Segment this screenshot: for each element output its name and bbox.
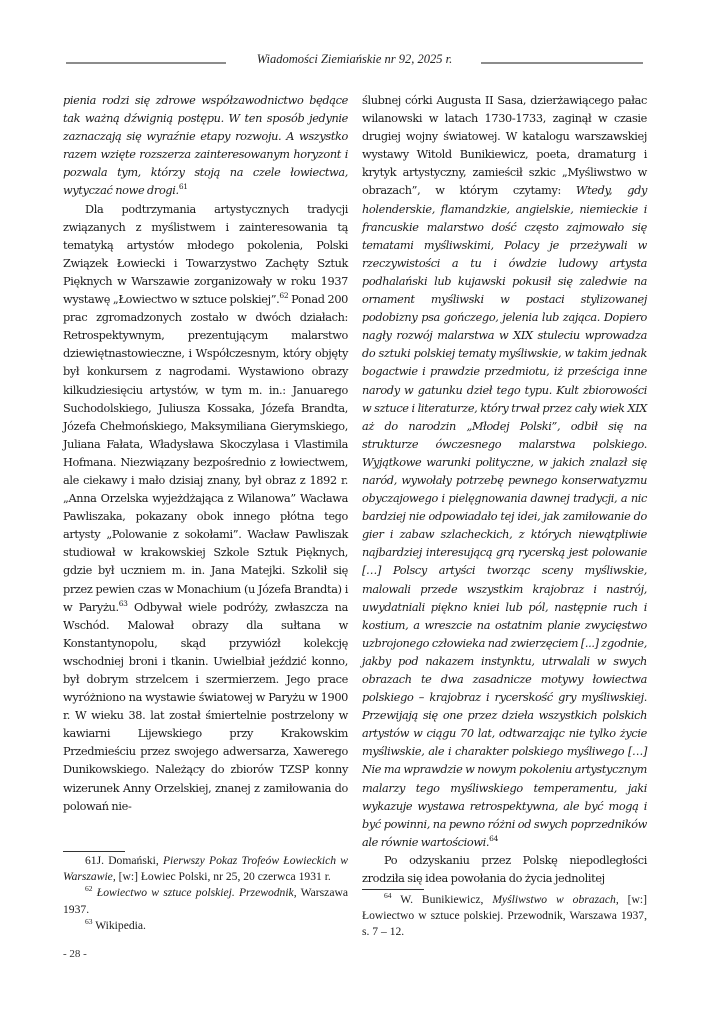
footnote-number: 61 xyxy=(85,854,97,867)
right-column xyxy=(362,92,647,888)
footnote-number: 63 xyxy=(85,916,93,926)
footnote-62 xyxy=(63,885,348,917)
body-text: Odbywał wiele podróży, zwłaszcza na Wschód. Malował obrazy dla sułtana w Konstantynopolu, skąd przywiózł kolekcję wschodniej broni i tkanin. Uwielbiał jeździć konno, był dobrym strzelcem i szermierzem. Jego prace wyróżniono na wystawie światowej w Paryżu w 1900 r. W wieku 38. lat został śmiertelnie postrzelony w kawiarni Lijewskiego przy Krakowskim Przedmieściu przez swojego adwersarza, Xawerego Dunikowskiego. Należący do zbiorów TZSP konny wizerunek Anny Orzelskiej, znanej z zamiłowania do polowań nie- xyxy=(63,600,348,813)
footnote-separator xyxy=(63,851,125,852)
body-paragraph xyxy=(63,201,348,816)
footnote-source: [w:] Łowiectwo w sztuce polskiej. Przewodnik, Warszawa 1937, s. 7 – 12. xyxy=(362,893,647,939)
footnote-source: [w:] Łowiec Polski, nr 25, 20 czerwca 1931 r. xyxy=(115,870,331,884)
footnote-title: Łowiectwo w sztuce polskiej. Przewodnik, xyxy=(96,886,297,900)
footnote-separator xyxy=(362,889,424,890)
quote-text: pienia rodzi się zdrowe współzawodnictwo będące tak ważną dźwignią postępu. W ten sposób jedynie zaznaczają się wyraźnie etapy rozwoju. A wszystko razem wzięte rozszerza zainteresowanym horyzont i pozwala tym, którzy stoją na czele łowiectwa, wytyczać nowe drogi. xyxy=(63,94,348,198)
footnote-63 xyxy=(63,918,348,934)
footnote-number: 64 xyxy=(384,891,392,900)
body-paragraph xyxy=(362,92,647,852)
body-text: ślubnej córki Augusta II Sasa, dzierżawiącego pałac wilanowski w latach 1730-1733, zaginął w czasie drugiej wojny światowej. W katalogu warszawskiej wystawy Witold Bunikiewicz, poeta, dramaturg i krytyk artystyczny, zamieścił szkic „Myśliwstwo w obrazach”, w którym czytamy: xyxy=(362,94,647,198)
footnote-64 xyxy=(362,892,647,941)
footnote-ref[interactable]: 62 xyxy=(279,291,289,301)
footnote-author: W. Bunikiewicz, xyxy=(391,893,493,906)
running-header xyxy=(66,52,643,72)
footnote-ref[interactable]: 63 xyxy=(118,598,128,608)
body-text: Ponad 200 prac zgromadzonych zostało w dwóch działach: Retrospektywnym, prezentującym malarstwo dziewiętnastowieczne, i Współczesnym, który objęty był konkursem z nagrodami. Wystawiono obrazy kilkudziesięciu artystów, w tym m. in.: Januarego Suchodolskiego, Juliusza Kossaka, Józefa Brandta, Józefa Chełmońskiego, Maksymiliana Gierymskiego, Juliana Fałata, Władysława Skoczylasa i Vlastimila Hofmana. Niezwiązany bezpośrednio z łowiectwem, ale ciekawy i mało dzisiaj znany, był obraz z 1892 r. „Anna Orzelska wyjeżdżająca z Wilanowa” Wacława Pawliszaka, pokazany obok innego płótna tego artysty „Polowanie z sokołami”. Wacław Pawliszak studiował w krakowskiej Szkole Sztuk Pięknych, gdzie był uczniem m. in. Jana Matejki. Szkolił się przez pewien czas w Monachium (u Józefa Brandta) i w Paryżu. xyxy=(63,293,348,614)
footnote-title: Pierwszy Pokaz Trofeów Łowieckich w Warszawie, xyxy=(63,854,348,884)
quote-continuation-paragraph xyxy=(63,92,348,201)
footnotes-right xyxy=(362,892,647,941)
footnotes-left xyxy=(63,853,348,934)
footnote-source: Warszawa 1937. xyxy=(63,886,348,916)
footnote-source: Wikipedia. xyxy=(92,918,146,932)
body-paragraph xyxy=(362,852,647,888)
footnote-ref[interactable]: 64 xyxy=(489,833,499,843)
footnote-author: J. Domański, xyxy=(96,854,163,867)
header-rule-right xyxy=(481,62,643,64)
journal-title: Wiadomości Ziemiańskie nr 92, 2025 r. xyxy=(256,52,453,66)
footnote-61 xyxy=(63,853,348,885)
body-text: Dla podtrzymania artystycznych tradycji związanych z myślistwem i zainteresowania tą tematyką artystów młodego pokolenia, Polski Związek Łowiecki i Towarzystwo Zachęty Sztuk Pięknych w Warszawie zorganizowały w roku 1937 wystawę „Łowiectwo w sztuce polskiej”. xyxy=(63,202,348,307)
page-number: - 28 - xyxy=(63,948,87,960)
left-column xyxy=(63,92,348,816)
footnote-title: Myśliwstwo w obrazach, xyxy=(492,893,619,906)
quote-text: Wtedy, gdy holenderskie, flamandzkie, angielskie, niemieckie i francuskie malarstwo dość często zajmowało się tematami myśliwskimi, Polacy je przeżywali w rzeczywistości a tu i ówdzie ludowy artysta podhalański lub kujawski pokusił się zaledwie na ornament myśliwski w postaci stylizowanej podobizny psa gończego, jelenia lub zająca. Dopiero nagły rozwój malarstwa w XIX stuleciu wprowadza do sztuki polskiej tematy myśliwskie, w takim jednak bogactwie i prawdzie przedmiotu, iż prześciga inne narody w gatunku dzieł tego typu. Kult zbiorowości w sztuce i literaturze, który trwał przez cały wiek XIX aż do narodzin „Młodej Polski”, odbił się na strukturze ówczesnego malarstwa polskiego. Wyjątkowe warunki polityczne, w jakich znalazł się naród, wywołały potrzebę pewnego konserwatyzmu obyczajowego i pielęgnowania dawnej tradycji, a nic bardziej nie odpowiadało tej idei, jak zamiłowanie do gier i zabaw szlacheckich, z których niewątpliwie najbardziej interesującą grą rycerską jest polowanie […] Polscy artyści tworząc sceny myśliwskie, malowali przede wszystkim krajobraz i nastrój, uwydatniali piękno kniei lub pól, następnie ruch i kostium, a wreszcie na ostatnim planie zwycięstwo uzbrojonego człowieka nad zwierzęciem [...] zgodnie, jakby pod nakazem instynktu, utrwalali w swych obrazach te dwa zasadnicze motywy łowiectwa polskiego – krajobraz i rycerskość gry myśliwskiej. Przewijają się one przez dzieła wszystkich polskich artystów w ciągu 70 lat, odtwarzając nie tylko życie myśliwskie, ale i charakter polskiego myśliwego […] Nie ma wprawdzie w nowym pokoleniu artystycznym malarzy tego myśliwskiego temperamentu, jaki wykazuje wystawa retrospektywna, ale być mogą i być powinni, na pewno różni od swych poprzedników ale równie wartościowi. xyxy=(362,184,648,849)
footnote-number: 62 xyxy=(85,884,93,894)
body-text: Po odzyskaniu przez Polskę niepodległości zrodziła się idea powołania do życia jednolitej xyxy=(362,853,647,886)
footnote-ref[interactable]: 61 xyxy=(178,182,188,192)
